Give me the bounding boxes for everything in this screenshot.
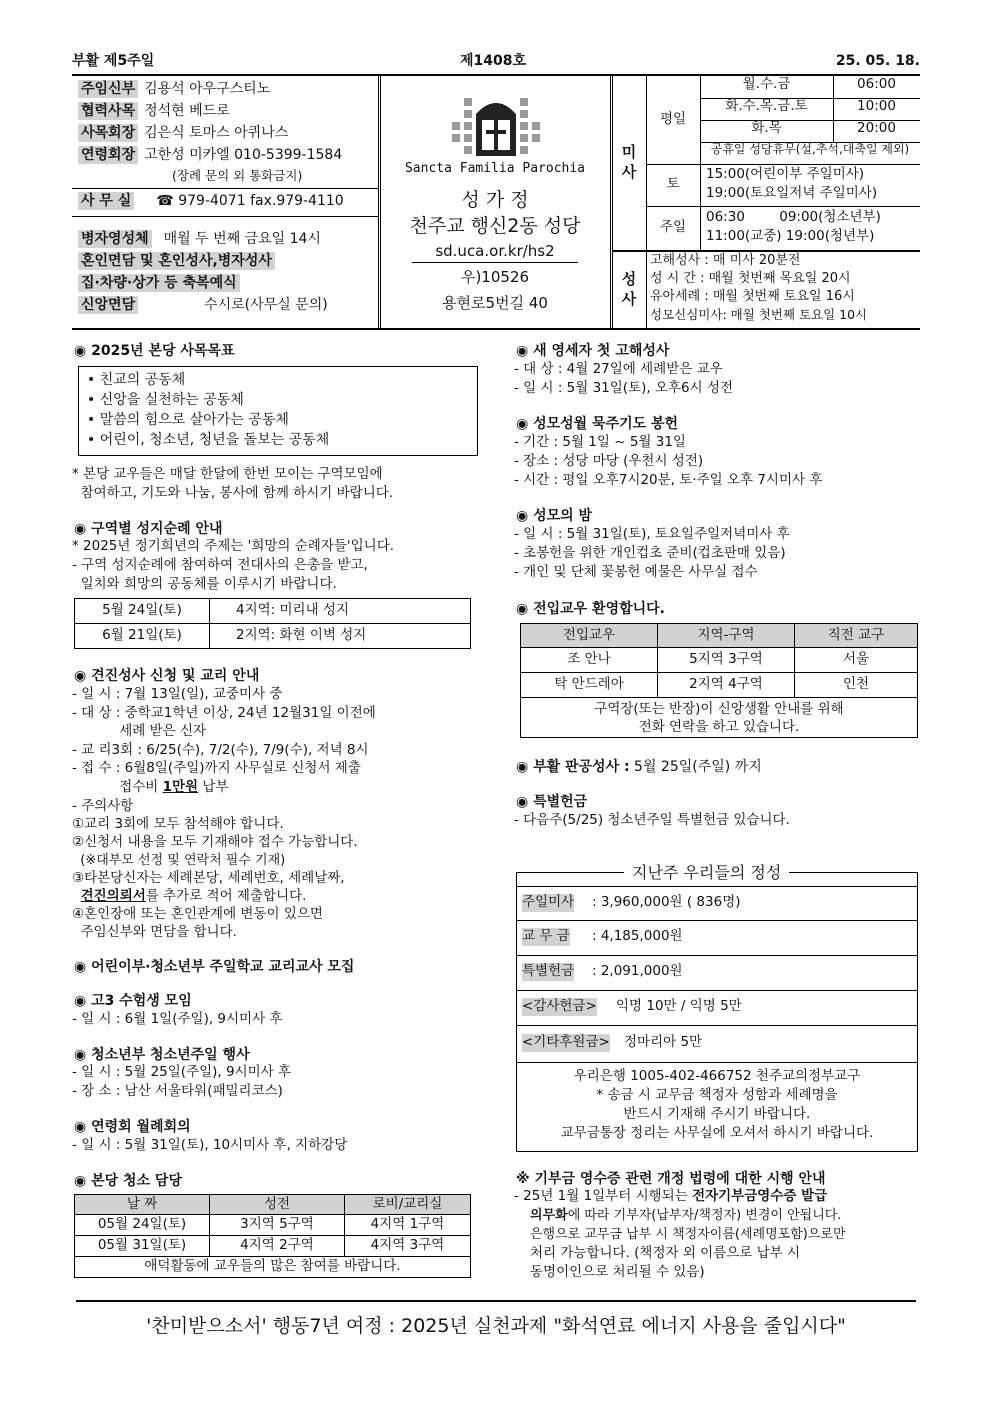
receipt-text: - 25년 1월 1일부터 시행되는 — [514, 1188, 693, 1204]
parish-postal: 우)10526 — [460, 268, 530, 286]
rosary-line: - 시간 : 평일 오후7시20분, 토·주일 오후 7시미사 후 — [514, 472, 823, 488]
staff-note: (장례 문의 외 통화금지) — [172, 168, 303, 183]
welcome-header: 직전 교구 — [795, 624, 918, 648]
weekday-time: 06:00 — [833, 76, 920, 99]
service-value: 매월 두 번째 금요일 14시 — [163, 231, 321, 247]
pilgrimage-date: 5월 24일(토) — [75, 599, 210, 624]
offering-label: <감사헌금> — [522, 998, 597, 1014]
confirmation-title: ◉ 견진성사 신청 및 교리 안내 — [74, 668, 260, 684]
staff-value: 고한성 미카엘 010-5399-1584 — [144, 147, 343, 163]
receipt-line — [530, 1207, 841, 1224]
confirmation-line: - 교 리3회 : 6/25(수), 7/2(수), 7/9(수), 저녁 8시 — [72, 742, 369, 758]
welcome-title: ◉ 전입교우 환영합니다. — [516, 601, 665, 617]
saturday-mass: 19:00(토요일저녁 주일미사) — [706, 185, 878, 201]
sacrament-item: 성모신심미사: 매월 첫번째 토요일 10시 — [650, 307, 868, 322]
staff-value: 김은식 토마스 아퀴나스 — [144, 125, 289, 141]
weekday-days: 화.목 — [700, 120, 834, 143]
youth-title: ◉ 청소년부 청소년주일 행사 — [74, 1047, 250, 1063]
funeral-title: ◉ 연령회 월례회의 — [74, 1119, 191, 1135]
service-row — [78, 252, 378, 274]
welcome-cell: 5지역 3구역 — [658, 648, 795, 673]
masthead — [72, 74, 920, 330]
mass-title: 미 사 — [612, 76, 647, 250]
exam-title: ◉ 고3 수험생 모임 — [74, 993, 192, 1009]
indulgence-value: 5월 25일(주일) 까지 — [629, 759, 762, 775]
rosary-line: - 기간 : 5월 1일 ~ 5월 31일 — [514, 434, 686, 450]
weekday-time: 20:00 — [833, 120, 920, 143]
offering-panel — [516, 862, 918, 1152]
offering-row — [516, 921, 918, 956]
youth-line: - 일 시 : 5월 25일(주일), 9시미사 후 — [72, 1064, 292, 1080]
indulgence-title: ◉ 부활 판공성사 : — [516, 759, 630, 775]
offering-row — [516, 886, 918, 921]
cleaning-date: 05월 31일(토) — [75, 1236, 210, 1257]
note-text: 를 추가로 적어 제출합니다. — [145, 888, 307, 904]
sacrament-item: 유아세례 : 매월 첫번째 토요일 16시 — [650, 289, 855, 304]
sacrament-item: 고해성사 : 매 미사 20분전 — [650, 253, 801, 268]
bank-line: 교무금통장 정리는 사무실에 오셔서 하시기 바랍니다. — [560, 1125, 874, 1141]
sacrament-title: 성 사 — [612, 252, 647, 328]
offering-title: 지난주 우리들의 정성 — [624, 862, 789, 883]
rosary-title: ◉ 성모성월 묵주기도 봉헌 — [516, 416, 679, 432]
confirmation-line: - 대 상 : 중학교1학년 이상, 24년 12월31일 이전에 — [72, 705, 376, 721]
receipt-text: 에 따라 기부자(납부자/책정자) 변경이 안됩니다. — [567, 1208, 842, 1223]
goals-title: ◉ 2025년 본당 사목목표 — [74, 343, 235, 359]
weekday-label: 평일 — [646, 76, 701, 165]
weekday-days: 화.수.목.금.토 — [700, 98, 834, 121]
weekday-time: 10:00 — [833, 98, 920, 121]
confirmation-line: - 접 수 : 6월8일(주일)까지 사무실로 신청서 제출 — [72, 760, 361, 776]
cleaning-cell: 3지역 5구역 — [210, 1215, 345, 1236]
top-line — [72, 52, 920, 72]
goal-item: • 친교의 공동체 — [87, 372, 186, 388]
holiday-note: 공휴일 성당휴무(설,추석,대축일 제외) — [700, 142, 920, 165]
office-row — [78, 192, 378, 214]
newbaptized-line: - 일 시 : 5월 31일(토), 오후6시 성전 — [514, 380, 734, 396]
sacrament-item: 성 시 간 : 매월 첫번째 목요일 20시 — [650, 271, 851, 286]
staff-row — [78, 102, 378, 124]
footer-divider — [76, 1300, 916, 1302]
note-item: ④혼인장애 또는 혼인관계에 변동이 있으면 — [72, 906, 323, 922]
cleaning-header: 성전 — [210, 1195, 345, 1215]
cleaning-cell: 4지역 1구역 — [345, 1215, 471, 1236]
staff-row — [78, 124, 378, 146]
receipt-bold: 의무화 — [530, 1208, 568, 1223]
offering-value: : 3,960,000원 ( 836명) — [592, 894, 741, 910]
pilgrimage-place: 2지역: 화현 이벽 성지 — [210, 624, 471, 649]
cleaning-header: 날 짜 — [75, 1195, 210, 1215]
service-value: 수시로(사무실 문의) — [204, 297, 328, 313]
note-item: ③타본당신자는 세례본당, 세례번호, 세례날짜, — [72, 870, 345, 886]
offering-row — [516, 991, 918, 1026]
note-item — [72, 888, 306, 906]
footer-slogan: '찬미받으소서' 행동7년 여정 : 2025년 실천과제 "화석연료 에너지 사용을 줄입시다" — [146, 1315, 846, 1337]
pilgrimage-place: 4지역: 미리내 성지 — [210, 599, 471, 624]
sunday-mass: 11:00(교중) 19:00(청년부) — [706, 228, 875, 244]
fee-prefix: 접수비 — [72, 779, 163, 795]
weekday-days: 월.수.금 — [700, 76, 834, 99]
note-bold: 견진의뢰서 — [80, 888, 146, 904]
service-row — [78, 296, 378, 318]
offering-value: : 2,091,000원 — [592, 963, 683, 979]
date: 25. 05. 18. — [835, 53, 920, 69]
receipt-line — [514, 1188, 827, 1206]
exam-line: - 일 시 : 6월 1일(주일), 9시미사 후 — [72, 1011, 283, 1027]
marynight-line: - 일 시 : 5월 31일(토), 토요일주일저녁미사 후 — [514, 526, 790, 542]
cleaning-footer: 애덕활동에 교우들의 많은 참여를 바랍니다. — [75, 1257, 471, 1278]
season: 부활 제5주일 — [72, 53, 155, 69]
parish-full-name: 천주교 행신2동 성당 — [409, 215, 581, 237]
youth-line: - 장 소 : 남산 서울타워(패밀리코스) — [72, 1083, 283, 1099]
sunday-mass: 06:30 09:00(청소년부) — [706, 209, 881, 225]
confirmation-fee — [72, 779, 228, 797]
fee-suffix: 납부 — [198, 779, 229, 795]
receipt-line: 동명이인으로 처리될 수 있음) — [530, 1264, 705, 1280]
indulgence — [516, 758, 762, 776]
receipt-line: 처리 가능합니다. (책정자 외 이름으로 납부 시 — [530, 1245, 801, 1261]
offering-value: 익명 10만 / 익명 5만 — [616, 998, 742, 1014]
goal-item: • 어린이, 청소년, 청년을 돌보는 공동체 — [87, 432, 330, 448]
offering-label: 특별헌금 — [522, 963, 575, 979]
parish-address: 용현로5번길 40 — [442, 294, 548, 312]
service-label: 신앙면담 — [78, 296, 138, 314]
note-item: ②신청서 내용을 모두 기재해야 접수 가능합니다. — [72, 834, 358, 850]
parish-url[interactable]: sd.uca.or.kr/hs2 — [435, 242, 555, 260]
fee-amount: 1만원 — [162, 779, 199, 795]
receipt-bold: 전자기부금영수증 발급 — [692, 1188, 828, 1204]
offering-label: <기타후원금> — [522, 1034, 610, 1050]
goals-note: 참여하고, 기도와 나눔, 봉사에 함께 하시기 바랍니다. — [72, 485, 394, 501]
bank-line: 반드시 기재해 주시기 바랍니다. — [623, 1106, 811, 1122]
welcome-table — [520, 623, 918, 738]
newbaptized-line: - 대 상 : 4월 27일에 세례받은 교우 — [514, 361, 723, 377]
staff-label: 협력사목 — [78, 102, 138, 120]
issue-number: 제1408호 — [460, 53, 527, 69]
goals-note: * 본당 교우들은 매달 한달에 한번 모이는 구역모임에 — [72, 466, 383, 482]
service-row — [78, 274, 378, 296]
service-row — [78, 230, 378, 252]
special-line: - 다음주(5/25) 청소년주일 특별헌금 있습니다. — [514, 812, 790, 828]
service-label: 혼인면담 및 혼인성사,병자성사 — [78, 252, 275, 270]
staff-label: 사목회장 — [78, 124, 138, 142]
welcome-name: 탁 안드레아 — [521, 673, 658, 698]
sacrament-schedule — [612, 252, 920, 328]
pilgrimage-line: - 구역 성지순례에 참여하여 전대사의 은총을 받고, — [72, 557, 368, 573]
welcome-name: 조 안나 — [521, 648, 658, 673]
note-item: (※대부모 선정 및 연락처 필수 기재) — [72, 853, 286, 868]
welcome-header: 지역-구역 — [658, 624, 795, 648]
staff-value: 정석현 베드로 — [144, 103, 230, 119]
cleaning-title: ◉ 본당 청소 담당 — [74, 1173, 182, 1189]
sunday-label: 주일 — [646, 206, 701, 250]
pilgrimage-line: * 2025년 정기희년의 주제는 '희망의 순례자들'입니다. — [72, 538, 395, 554]
newbaptized-title: ◉ 새 영세자 첫 고해성사 — [516, 343, 670, 359]
offering-label: 교 무 금 — [522, 928, 570, 944]
parish-latin: Sancta Familia Parochia — [404, 161, 585, 176]
funeral-line: - 일 시 : 5월 31일(토), 10시미사 후, 지하강당 — [72, 1137, 348, 1153]
cleaning-cell: 4지역 2구역 — [210, 1236, 345, 1257]
pilgrimage-line: 일치와 희망의 공동체를 이루시기 바랍니다. — [72, 576, 337, 592]
goals-box — [78, 366, 478, 456]
note-item: ①교리 3회에 모두 참석해야 합니다. — [72, 816, 284, 832]
offering-value: 정마리아 5만 — [624, 1034, 703, 1050]
offering-row — [516, 956, 918, 991]
marynight-title: ◉ 성모의 밤 — [516, 508, 593, 524]
staff-row — [78, 80, 378, 102]
welcome-note — [521, 698, 918, 738]
offering-value: : 4,185,000원 — [592, 928, 683, 944]
welcome-cell: 2지역 4구역 — [658, 673, 795, 698]
bank-info — [516, 1067, 918, 1143]
cleaning-header: 로비/교리실 — [345, 1195, 471, 1215]
marynight-line: - 초봉헌을 위한 개인컵초 준비(컵초판매 있음) — [514, 545, 786, 561]
bank-line: 우리은행 1005-402-466752 천주교의정부교구 — [573, 1068, 861, 1084]
office-label: 사 무 실 — [78, 192, 134, 210]
staff-row — [78, 146, 378, 168]
offering-row — [516, 1026, 918, 1063]
special-title: ◉ 특별헌금 — [516, 794, 588, 810]
staff-label: 주임신부 — [78, 80, 138, 98]
service-label: 집·차량·상가 등 축복예식 — [78, 274, 240, 292]
service-label: 병자영성체 — [78, 230, 152, 248]
note-item: 주임신부와 면담을 합니다. — [72, 924, 237, 940]
parish-logo-icon — [444, 90, 548, 162]
parish-name: 성 가 정 — [461, 189, 529, 211]
cleaning-date: 05월 24일(토) — [75, 1215, 210, 1236]
rosary-line: - 장소 : 성당 마당 (우천시 성전) — [514, 453, 704, 469]
cleaning-table — [74, 1194, 471, 1278]
pilgrimage-title: ◉ 구역별 성지순례 안내 — [74, 521, 223, 537]
welcome-cell: 서울 — [795, 648, 918, 673]
receipt-title: ※ 기부금 영수증 관련 개정 법령에 대한 시행 안내 — [516, 1171, 826, 1187]
confirmation-line: - 일 시 : 7월 13일(일), 교중미사 중 — [72, 686, 283, 702]
staff-label: 연령회장 — [78, 146, 138, 164]
pilgrimage-date: 6월 21일(토) — [75, 624, 210, 649]
welcome-note-line: 구역장(또는 반장)이 신앙생활 안내를 위해 — [594, 700, 844, 717]
mass-schedule — [612, 76, 920, 250]
office-phone: ☎ 979-4071 fax.979-4110 — [156, 193, 344, 209]
welcome-cell: 인천 — [795, 673, 918, 698]
bank-line: * 송금 시 교무금 책정자 성함과 세례명을 — [596, 1087, 838, 1103]
confirmation-line: 세례 받은 신자 — [72, 723, 207, 739]
teachers-title: ◉ 어린이부·청소년부 주일학교 교리교사 모집 — [74, 959, 355, 975]
offering-label: 주일미사 — [522, 894, 575, 910]
goal-item: • 말씀의 힘으로 살아가는 공동체 — [87, 412, 289, 428]
receipt-line: 은행으로 교무금 납부 시 책정자이름(세례명포함)으로만 — [530, 1227, 846, 1242]
saturday-mass: 15:00(어린이부 주일미사) — [706, 166, 865, 182]
welcome-header: 전입교우 — [521, 624, 658, 648]
marynight-line: - 개인 및 단체 꽃봉헌 예물은 사무실 접수 — [514, 564, 758, 580]
welcome-note-line: 전화 연락을 하고 있습니다. — [638, 718, 800, 735]
staff-value: 김용석 아우구스티노 — [144, 81, 271, 97]
cleaning-cell: 4지역 3구역 — [345, 1236, 471, 1257]
saturday-label: 토 — [646, 164, 701, 207]
pilgrimage-table — [74, 598, 471, 649]
goal-item: • 신앙을 실천하는 공동체 — [87, 392, 244, 408]
notes-title: - 주의사항 — [72, 798, 134, 814]
